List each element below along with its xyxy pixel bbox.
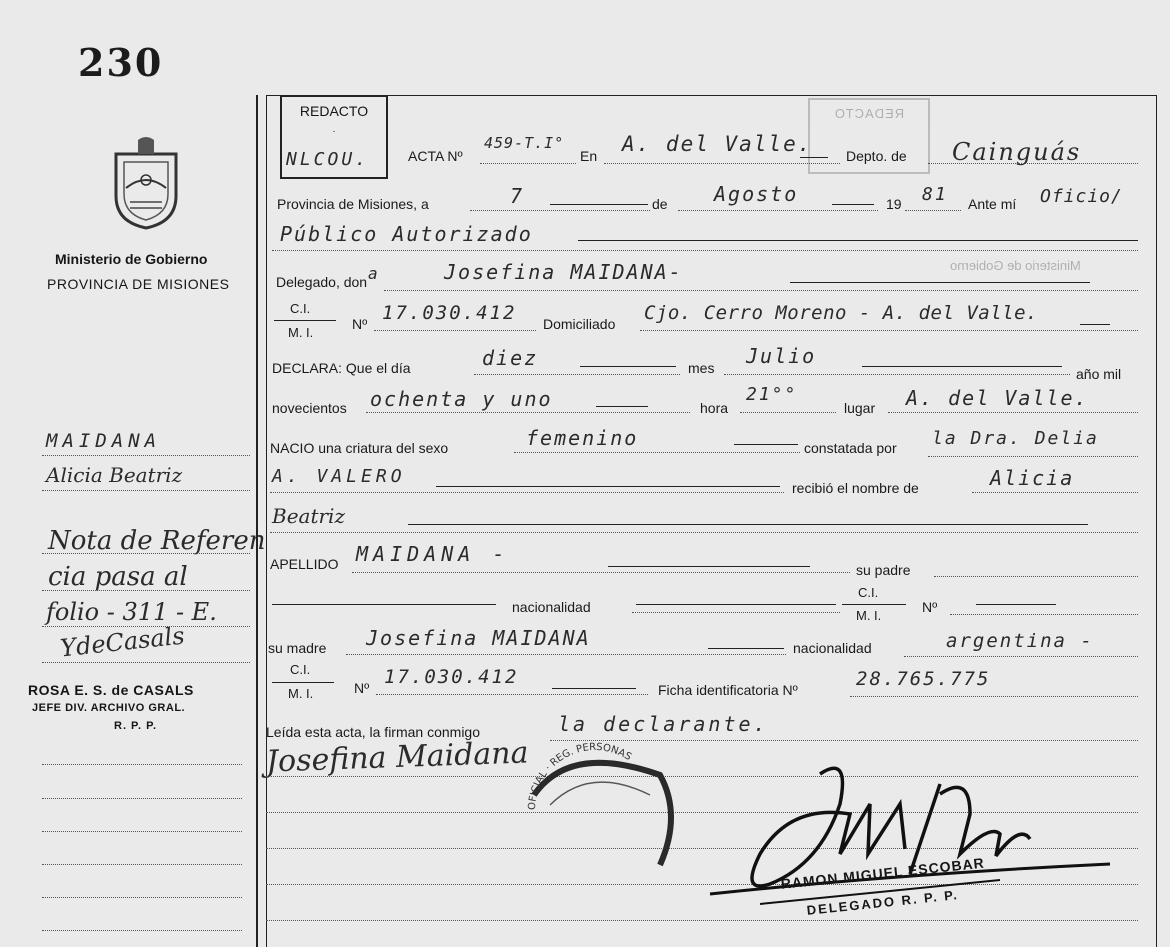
- official-title: JEFE DIV. ARCHIVO GRAL.: [32, 702, 186, 714]
- madre-value: Josefina MAIDANA: [366, 626, 591, 650]
- ante-value: Oficio/: [1040, 186, 1123, 207]
- apellido-value: MAIDANA -: [356, 542, 510, 566]
- margin-reference-line-3: folio - 311 - E.: [46, 598, 217, 626]
- declarant-signature: Josefina Maidana: [265, 735, 530, 780]
- official-name: ROSA E. S. de CASALS: [28, 682, 194, 698]
- year-value: 81: [922, 184, 948, 205]
- constatada-label: constatada por: [804, 440, 897, 456]
- mes-label: mes: [688, 360, 715, 376]
- svg-text:OFICIAL · REG. PERSONAS: [527, 742, 633, 810]
- lugar-label: lugar: [844, 400, 876, 416]
- delegate-signature: [700, 744, 1120, 944]
- margin-rule: [256, 95, 258, 947]
- margin-names: Alicia Beatriz: [46, 463, 183, 487]
- depto-label: Depto. de: [846, 148, 907, 164]
- nombre-value-continued: Beatriz: [272, 504, 345, 528]
- margin-rule-inner: [266, 95, 267, 947]
- madre-id-number-label: Nº: [354, 680, 370, 696]
- margin-surname: MAIDANA: [46, 430, 162, 452]
- delegado-value: Josefina MAIDANA-: [444, 260, 683, 284]
- round-seal-text: OFICIAL · REG. PERSONAS: [526, 741, 634, 811]
- declara-label: DECLARA: Que el día: [272, 360, 411, 376]
- padre-id-number-label: Nº: [922, 599, 938, 615]
- constatada-value: la Dra. Delia: [932, 428, 1099, 449]
- en-value: A. del Valle.: [622, 132, 813, 156]
- ministry-name: Ministerio de Gobierno: [55, 251, 208, 267]
- domicilio-label: Domiciliado: [543, 316, 616, 332]
- round-seal-stamp: [510, 735, 680, 885]
- mes-value: Julio: [746, 344, 817, 368]
- padre-nacionalidad-label: nacionalidad: [512, 599, 591, 615]
- hora-value: 21°°: [746, 384, 798, 405]
- id-number-label: Nº: [352, 316, 368, 332]
- official-office: R. P. P.: [114, 720, 158, 732]
- madre-nacionalidad-label: nacionalidad: [793, 640, 872, 656]
- anio-label: año mil: [1076, 366, 1122, 382]
- madre-label: su madre: [268, 640, 327, 656]
- province-coat-of-arms-icon: [104, 136, 188, 232]
- delegado-prefix: a: [368, 264, 380, 283]
- apellido-label: APELLIDO: [270, 556, 339, 572]
- acta-value: 459-T.I°: [484, 134, 565, 152]
- faint-ministry-line-1: Ministerio de Gobierno: [950, 258, 1081, 273]
- ficha-label: Ficha identificatoria Nº: [658, 682, 798, 698]
- sexo-value: femenino: [526, 426, 639, 450]
- padre-id-type-top: C.I.: [858, 585, 879, 600]
- depto-value: Cainguás: [952, 138, 1082, 166]
- month-value: Agosto: [714, 182, 799, 206]
- madre-id-type-bottom: M. I.: [288, 686, 314, 701]
- padre-label: su padre: [856, 562, 911, 578]
- folio-number: 230: [78, 40, 164, 85]
- recibio-label: recibió el nombre de: [792, 480, 919, 496]
- id-number-value: 17.030.412: [382, 302, 517, 324]
- novecientos-value: ochenta y uno: [370, 387, 553, 411]
- margin-reference-line-2: cia pasa al: [48, 562, 188, 592]
- madre-id-number-value: 17.030.412: [384, 666, 519, 688]
- delegate-name: RAMON MIGUEL ESCOBAR: [780, 854, 986, 892]
- id-type-bottom: M. I.: [288, 325, 314, 340]
- nacio-label: NACIO una criatura del sexo: [270, 440, 449, 456]
- de-label: de: [652, 196, 668, 212]
- nombre-value: Alicia: [990, 466, 1075, 490]
- redacto-stamp: REDACTO · NLCOU.: [280, 95, 388, 179]
- day-value: 7: [510, 184, 525, 208]
- margin-reference-line-1: Nota de Referen: [48, 526, 266, 556]
- provincia-label: Provincia de Misiones, a: [277, 196, 429, 212]
- faint-redacto-stamp: REDACTO: [808, 98, 930, 174]
- ficha-value: 28.765.775: [856, 668, 991, 690]
- delegado-label: Delegado, don: [276, 274, 368, 290]
- acta-label: ACTA Nº: [408, 148, 463, 164]
- right-border: [1156, 95, 1157, 947]
- year-prefix: 19: [886, 196, 902, 212]
- novecientos-label: novecientos: [272, 400, 347, 416]
- en-label: En: [580, 148, 598, 164]
- madre-nacionalidad-value: argentina -: [946, 630, 1094, 652]
- padre-id-type-bottom: M. I.: [856, 608, 882, 623]
- delegate-title: DELEGADO R. P. P.: [806, 887, 960, 918]
- leida-value: la declarante.: [558, 712, 769, 736]
- id-type-top: C.I.: [290, 301, 311, 316]
- lugar-value: A. del Valle.: [906, 386, 1089, 410]
- ante-value-continued: Público Autorizado: [280, 222, 533, 246]
- madre-id-type-top: C.I.: [290, 662, 311, 677]
- dia-value: diez: [482, 346, 539, 370]
- constatada-value-continued: A. VALERO: [272, 466, 406, 487]
- province-name: PROVINCIA DE MISIONES: [47, 276, 230, 292]
- ante-label: Ante mí: [968, 196, 1017, 212]
- margin-signature: YdeCasals: [58, 621, 186, 663]
- domicilio-value: Cjo. Cerro Moreno - A. del Valle.: [644, 302, 1038, 324]
- leida-label: Leída esta acta, la firman conmigo: [266, 724, 481, 740]
- hora-label: hora: [700, 400, 729, 416]
